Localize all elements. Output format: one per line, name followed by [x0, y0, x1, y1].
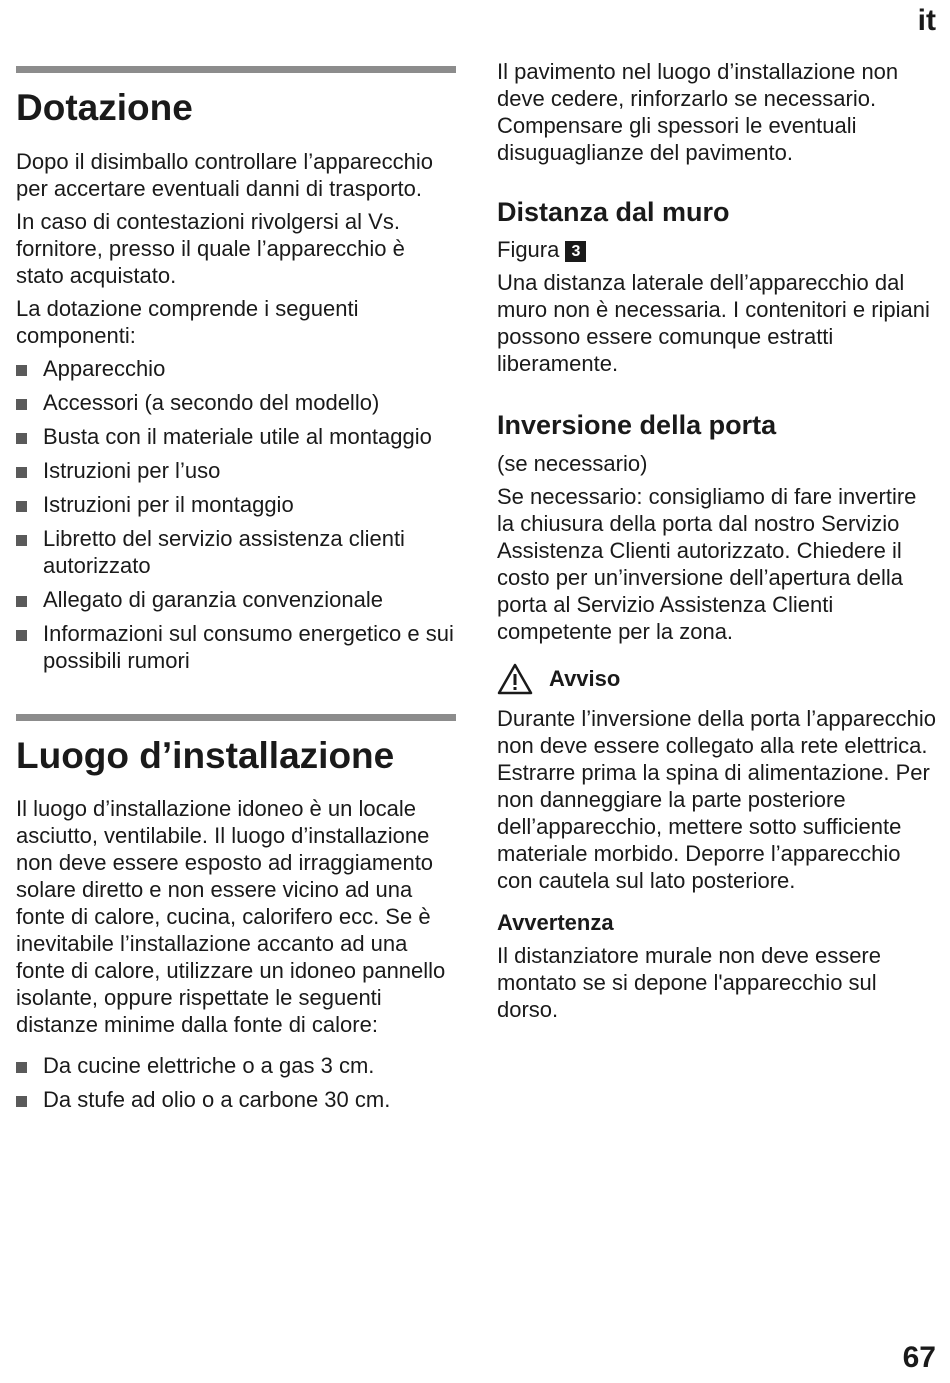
- list-item: Informazioni sul consumo energetico e sui possibili rumori: [16, 620, 456, 674]
- bullet-square-icon: [16, 596, 27, 607]
- section-title-dotazione: Dotazione: [16, 87, 193, 128]
- list-item: Istruzioni per il montaggio: [16, 491, 456, 518]
- section-title-luogo: Luogo d’installazione: [16, 734, 395, 776]
- section-title-distanza: Distanza dal muro: [497, 197, 730, 227]
- warning-label: Avviso: [549, 665, 621, 691]
- bullet-square-icon: [16, 365, 27, 376]
- subtitle: (se necessario): [497, 450, 648, 476]
- list-item: Da cucine elettriche o a gas 3 cm.: [16, 1052, 456, 1079]
- bullet-square-icon: [16, 630, 27, 641]
- paragraph: Una distanza laterale dell’apparecchio dal muro non è necessaria. I contenitori e ripiani possono essere comunque estratti liberamente.: [497, 270, 930, 377]
- paragraph: Il pavimento nel luogo d’installazione non deve cedere, rinforzarlo se necessario. Compensare gli spessori le eventuali disuguaglianze del pavimento.: [497, 59, 899, 165]
- warning-triangle-icon: [497, 663, 533, 695]
- list-item: Istruzioni per l’uso: [16, 457, 456, 484]
- bullet-square-icon: [16, 501, 27, 512]
- section-rule: [16, 714, 456, 721]
- bullet-square-icon: [16, 1096, 27, 1107]
- paragraph: Se necessario: consigliamo di fare invertire la chiusura della porta dal nostro Servizio Assistenza Clienti autorizzato. Chiedere il costo per un’inversione dell’apertura della porta al Servizio Assistenza Clienti competente per la zona.: [497, 483, 917, 644]
- paragraph: Il luogo d’installazione idoneo è un locale asciutto, ventilabile. Il luogo d’installazione non deve essere esposto ad irraggiamento solare diretto e non essere vicino ad una fonte di calore, cucina, calorifero ecc. Se è inevitabile l’installazione accanto ad una fonte di calore, utilizzare un idoneo pannello isolante, oppure rispettate le seguenti distanze minime dalla fonte di calore:: [16, 796, 446, 1038]
- list-item: Libretto del servizio assistenza clienti autorizzato: [16, 525, 456, 579]
- language-code: it: [917, 4, 936, 37]
- list-item: Apparecchio: [16, 355, 456, 382]
- list-item: Busta con il materiale utile al montaggio: [16, 423, 456, 450]
- paragraph: In caso di contestazioni rivolgersi al Vs. fornitore, presso il quale l’apparecchio è stato acquistato.: [16, 208, 405, 288]
- bullet-square-icon: [16, 1062, 27, 1073]
- section-rule: [16, 66, 456, 73]
- bullet-square-icon: [16, 399, 27, 410]
- bullet-square-icon: [16, 467, 27, 478]
- note-title: Avvertenza: [497, 909, 614, 935]
- paragraph: La dotazione comprende i seguenti componenti:: [16, 295, 359, 348]
- note-text: Il distanziatore murale non deve essere montato se si depone l'apparecchio sul dorso.: [497, 942, 881, 1022]
- list-item: Allegato di garanzia convenzionale: [16, 586, 456, 613]
- section-title-inversione: Inversione della porta: [497, 410, 777, 441]
- warning-header: [497, 663, 937, 695]
- left-column: [16, 66, 456, 1120]
- list-item: Accessori (a secondo del modello): [16, 389, 456, 416]
- right-column: [497, 58, 937, 1029]
- page-number: 67: [902, 1341, 936, 1374]
- distance-list: [16, 1052, 456, 1113]
- dotazione-list: [16, 355, 456, 674]
- figure-reference: Figura 3: [497, 236, 937, 263]
- warning-text: Durante l’inversione della porta l’apparecchio non deve essere collegato alla rete elettrica. Estrarre prima la spina di alimentazione. Per non danneggiare la parte posteriore dell’apparecchio, mettere sotto sufficiente materiale morbido. Deporre l’apparecchio con cautela sul lato posteriore.: [497, 705, 937, 893]
- bullet-square-icon: [16, 433, 27, 444]
- paragraph: Dopo il disimballo controllare l’apparecchio per accertare eventuali danni di trasporto.: [16, 148, 433, 201]
- bullet-square-icon: [16, 535, 27, 546]
- list-item: Da stufe ad olio o a carbone 30 cm.: [16, 1086, 456, 1113]
- figure-number-badge: 3: [565, 241, 586, 262]
